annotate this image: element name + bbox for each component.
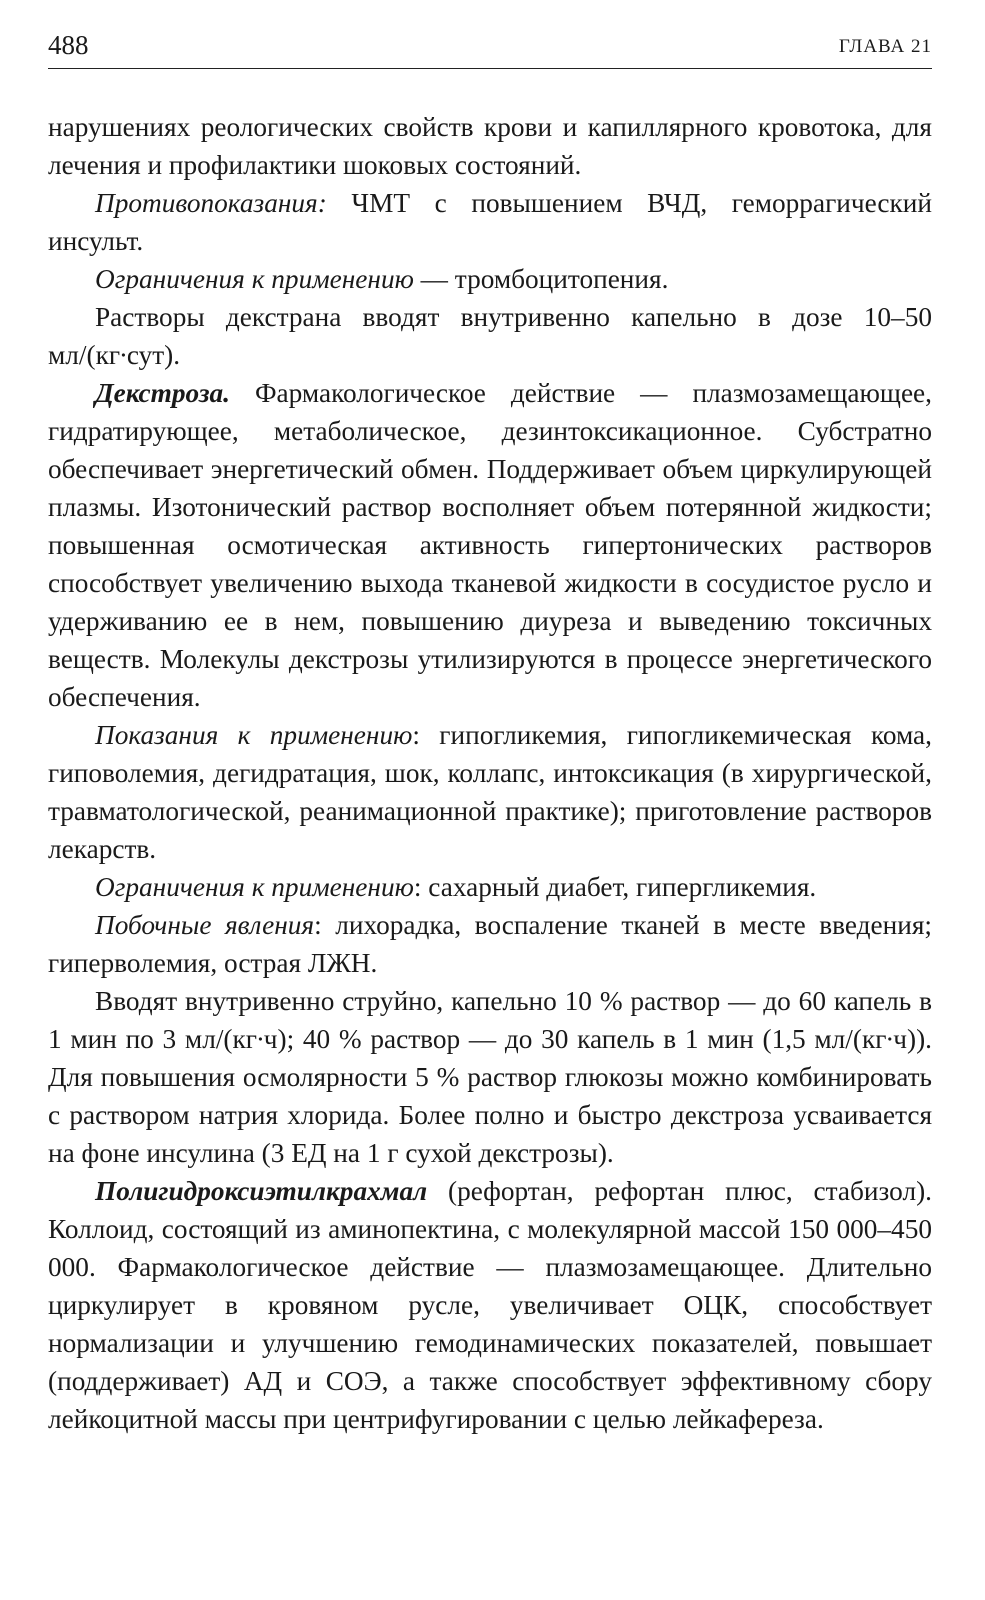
paragraph-text: : гипогликемия, гипогликемическая кома, гиповолемия, дегидратация, шок, коллапс, интоксикация (в хирургической, травматологической, реанимационной практике); приготовление растворов лекарств. [48, 720, 932, 864]
paragraph-dextran-dosage [48, 298, 932, 374]
chapter-title: ГЛАВА 21 [838, 36, 932, 57]
paragraph-dextrose [48, 374, 932, 716]
paragraph-text: — тромбоцитопения. [413, 264, 669, 294]
page-body [48, 108, 932, 1438]
section-label: Ограничения к применению [95, 872, 414, 902]
paragraph-continuation [48, 108, 932, 184]
paragraph-hydroxyethyl-starch [48, 1172, 932, 1438]
paragraph-indications [48, 716, 932, 868]
paragraph-text: Растворы декстрана вводят внутривенно капельно в дозе 10–50 мл/(кг∙сут). [48, 302, 932, 370]
section-label: Побочные явления [95, 910, 315, 940]
paragraph-contraindications [48, 184, 932, 260]
drug-term: Декстроза. [95, 378, 230, 408]
paragraph-restrictions [48, 260, 932, 298]
paragraph-restrictions-dextrose [48, 868, 932, 906]
page-header [48, 28, 932, 69]
page-number: 488 [48, 30, 89, 60]
section-label: Ограничения к применению [95, 264, 414, 294]
section-label: Показания к применению [95, 720, 413, 750]
drug-term: Полигидроксиэтилкрахмал [95, 1176, 428, 1206]
paragraph-dextrose-dosage [48, 982, 932, 1172]
paragraph-text: : сахарный диабет, гипергликемия. [413, 872, 817, 902]
paragraph-text: Фармакологическое действие — плазмозамещающее, гидратирующее, метаболическое, дезинтоксикационное. Субстратно обеспечивает энергетический обмен. Поддерживает объем циркулирующей плазмы. Изотонический раствор восполняет объем потерянной жидкости; повышенная осмотическая активность гипертонических растворов способствует увеличению выхода тканевой жидкости в сосудистое русло и удерживанию ее в нем, повышению диуреза и выведению токсичных веществ. Молекулы декстрозы утилизируются в процессе энергетического обеспечения. [48, 378, 932, 712]
paragraph-text: : лихорадка, воспаление тканей в месте введения; гиперволемия, острая ЛЖН. [48, 910, 933, 978]
paragraph-text: ЧМТ с повышением ВЧД, геморрагический инсульт. [48, 188, 932, 256]
section-label: Противопоказания: [95, 188, 327, 218]
paragraph-text: (рефортан, рефортан плюс, стабизол). Коллоид, состоящий из аминопектина, с молекулярной массой 150 000–450 000. Фармакологическое действие — плазмозамещающее. Длительно циркулирует в кровяном русле, увеличивает ОЦК, способствует нормализации и улучшению гемодинамических показателей, повышает (поддерживает) АД и СОЭ, а также способствует эффективному сбору лейкоцитной массы при центрифугировании с целью лейкафереза. [48, 1176, 932, 1434]
paragraph-side-effects [48, 906, 932, 982]
paragraph-text: Вводят внутривенно струйно, капельно 10 % раствор — до 60 капель в 1 мин по 3 мл/(кг∙ч); 40 % раствор — до 30 капель в 1 мин (1,5 мл/(кг∙ч)). Для повышения осмолярности 5 % раствор глюкозы можно комбинировать с раствором натрия хлорида. Более полно и быстро декстроза усваивается на фоне инсулина (3 ЕД на 1 г сухой декстрозы). [48, 986, 932, 1168]
paragraph-text: нарушениях реологических свойств крови и капиллярного кровотока, для лечения и профилактики шоковых состояний. [48, 112, 932, 180]
